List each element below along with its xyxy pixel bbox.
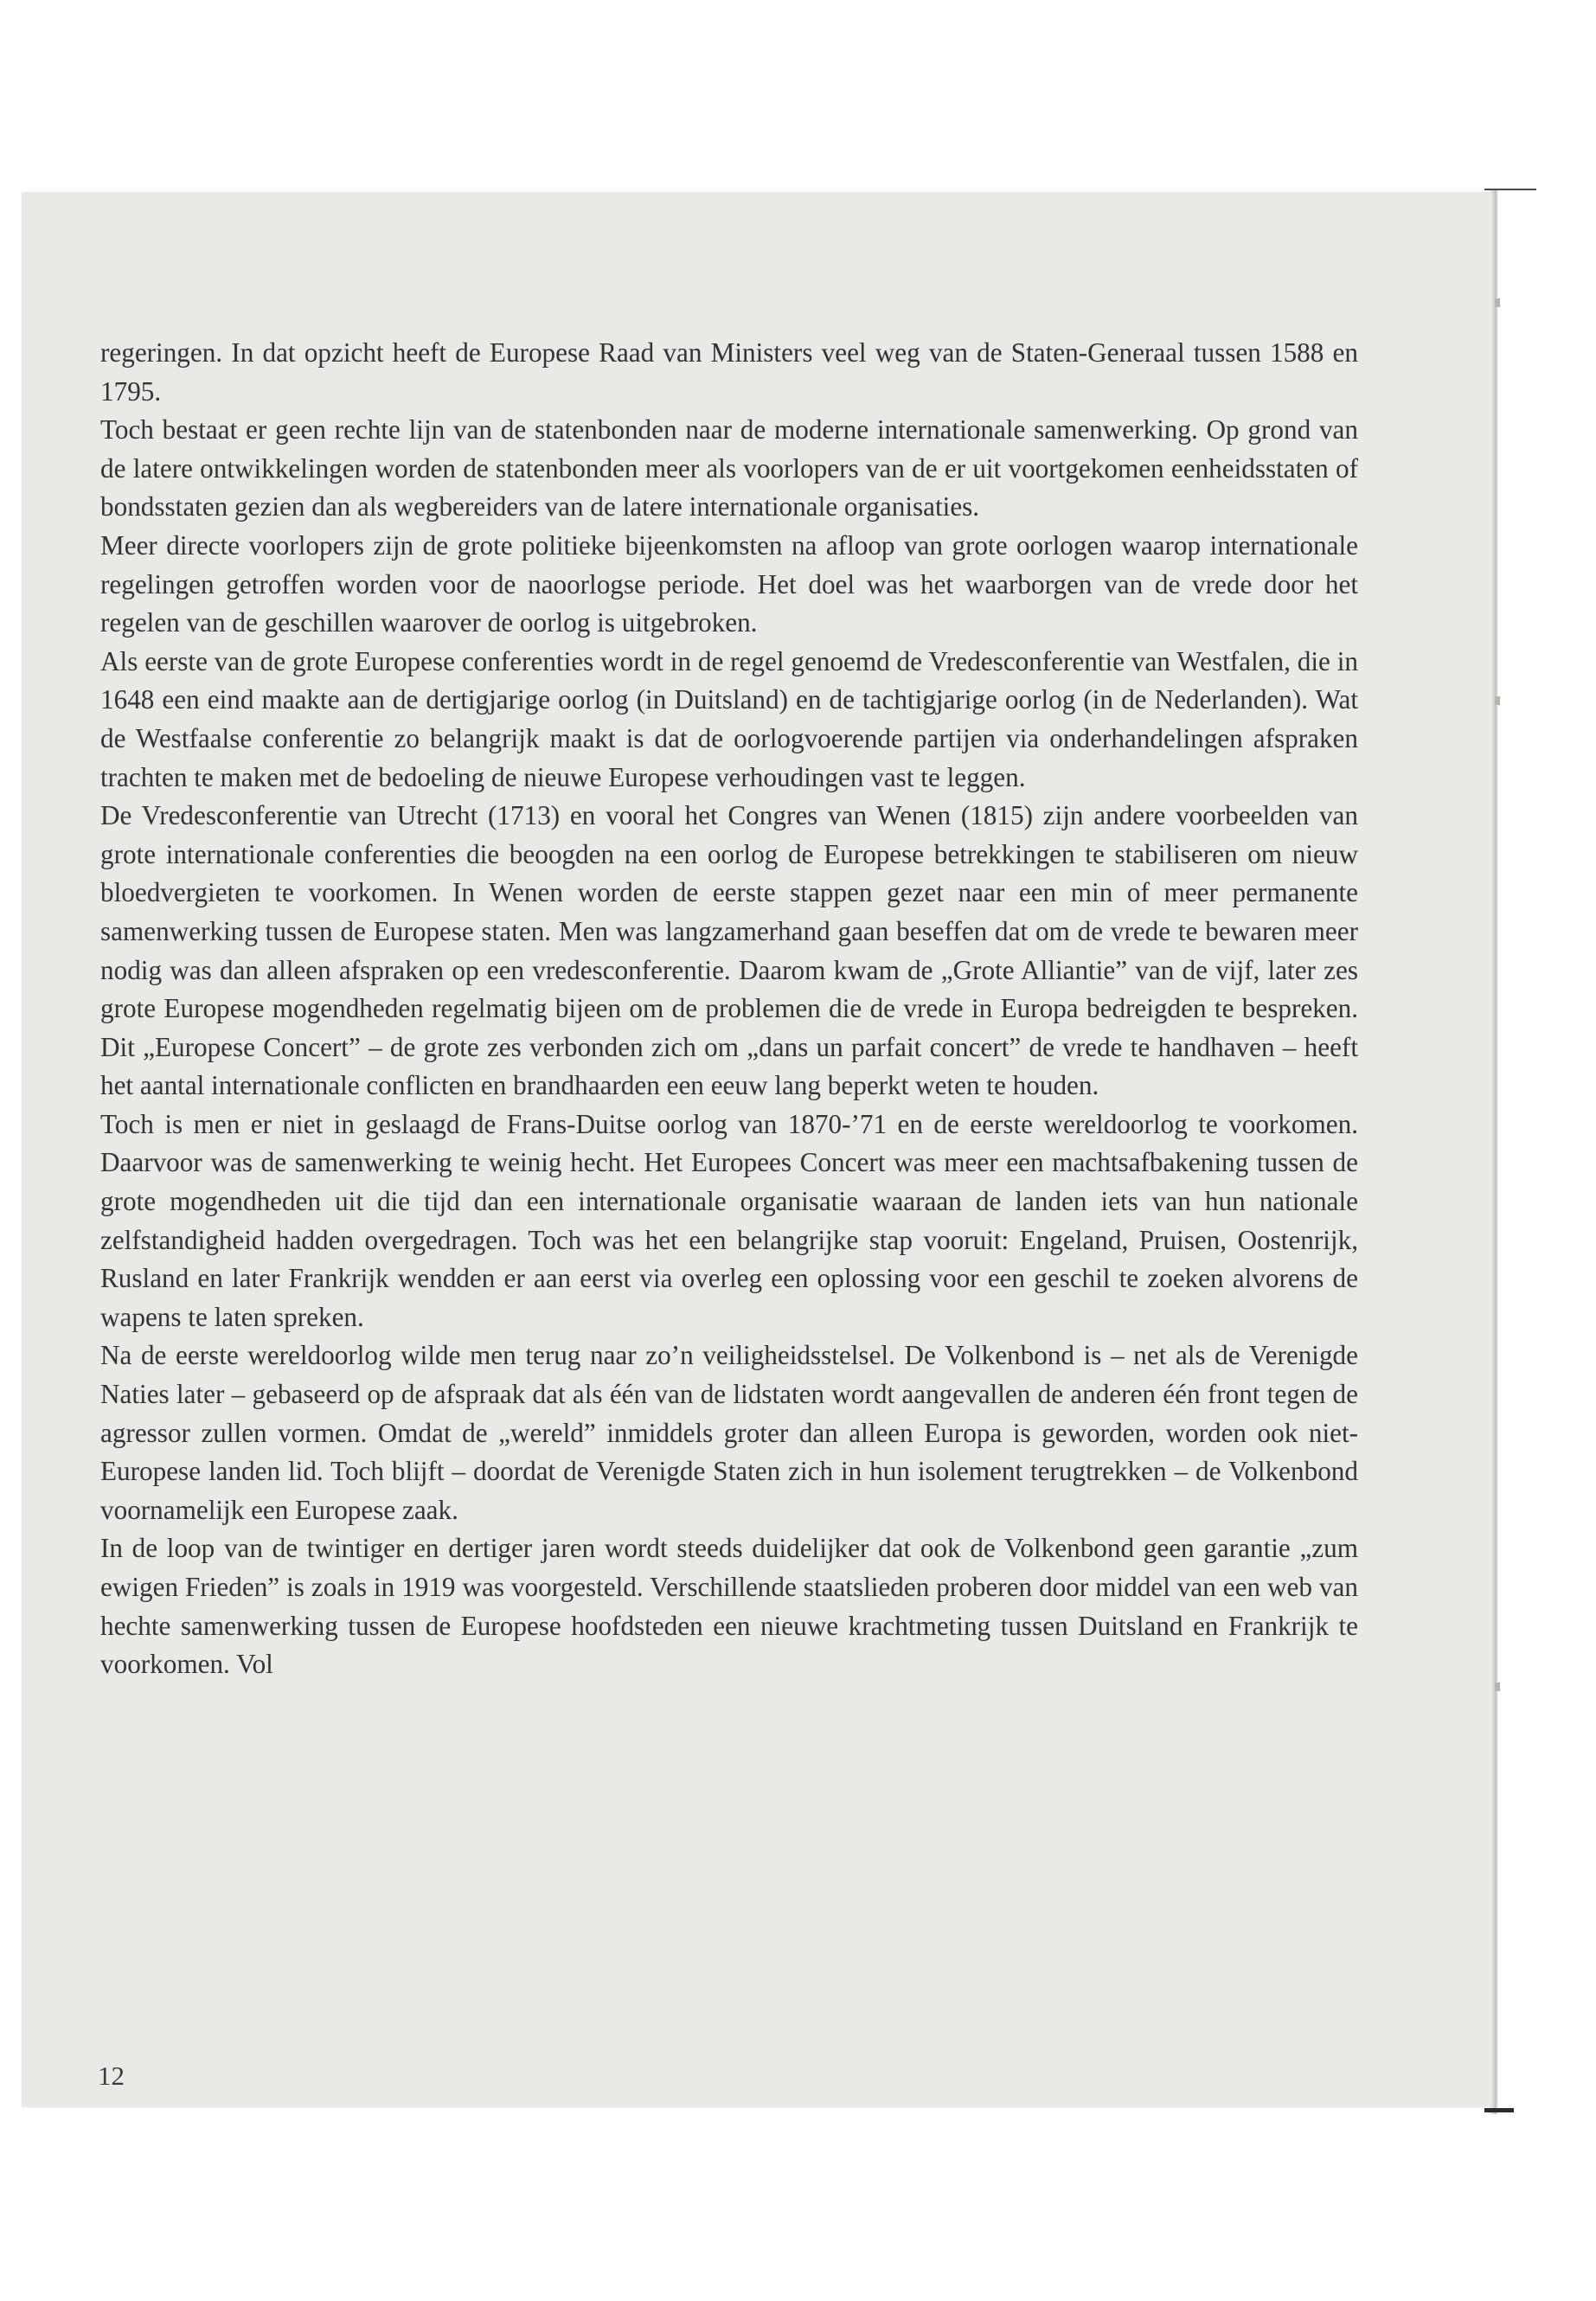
paragraph: Toch is men er niet in geslaagd de Frans-Duitse oorlog van 1870-’71 en de eerste wereldoorlog te voorkomen. Daarvoor was de samenwerking te weinig hecht. Het Europees Concert was meer een machtsafbakening tussen de grote mogendheden uit die tijd dan een internationale organisatie waaraan de landen iets van hun nationale zelfstandigheid hadden overgedragen. Toch was het een belangrijke stap vooruit: Engeland, Pruisen, Oostenrijk, Rusland en later Frankrijk wendden er aan eerst via overleg een oplossing voor een geschil te zoeken alvorens de wapens te laten spreken. — [100, 1108, 1358, 1332]
paragraph: Na de eerste wereldoorlog wilde men terug naar zo’n veiligheidsstelsel. De Volkenbond is – net als de Verenigde Naties later – gebaseerd op de afspraak dat als één van de lidstaten wordt aangevallen de anderen één front tegen de agressor zullen vormen. Omdat de „wereld” inmiddels groter dan alleen Europa is geworden, worden ook niet-Europese landen lid. Toch blijft – doordat de Verenigde Staten zich in hun isolement terugtrekken – de Volkenbond voornamelijk een Europese zaak. — [100, 1340, 1358, 1525]
page-number: 12 — [98, 2061, 125, 2091]
paragraph: De Vredesconferentie van Utrecht (1713) en vooral het Congres van Wenen (1815) zijn andere voorbeelden van grote internationale conferenties die beoogden na een oorlog de Europese betrekkingen te stabiliseren om nieuw bloedvergieten te voorkomen. In Wenen worden de eerste stappen gezet naar een min of meer permanente samenwerking tussen de Europese staten. Men was langzamerhand gaan beseffen dat om de vrede te bewaren meer nodig was dan alleen afspraken op een vredesconferentie. Daarom kwam de „Grote Alliantie” van de vijf, later zes grote Europese mogendheden regelmatig bijeen om de problemen die de vrede in Europa bedreigden te bespreken. Dit „Europese Concert” – de grote zes verbonden zich om „dans un parfait concert” de vrede te handhaven – heeft het aantal internationale conflicten en brandhaarden een eeuw lang beperkt weten te houden. — [100, 800, 1358, 1101]
paragraph: In de loop van de twintiger en dertiger jaren wordt steeds duidelijker dat ook de Volkenbond geen garantie „zum ewigen Frieden” is zoals in 1919 was voorgesteld. Verschillende staatslieden proberen door middel van een web van hechte samenwerking tussen de Europese hoofdsteden een nieuwe krachtmeting tussen Duitsland en Frankrijk te voorkomen. Vol — [100, 1533, 1358, 1680]
paragraph: regeringen. In dat opzicht heeft de Europese Raad van Ministers veel weg van de Staten-Generaal tussen 1588 en 1795. — [100, 337, 1358, 407]
paragraph: Toch bestaat er geen rechte lijn van de statenbonden naar de moderne internationale samenwerking. Op grond van de latere ontwikkelingen worden de statenbonden meer als voorlopers van de er uit voortgekomen eenheidsstaten of bondsstaten gezien dan als wegbereiders van de latere internationale organisaties. — [100, 414, 1358, 522]
page-edge-notch — [1495, 1682, 1500, 1691]
paragraph: Als eerste van de grote Europese conferenties wordt in de regel genoemd de Vredesconferentie van Westfalen, die in 1648 een eind maakte aan de dertigjarige oorlog (in Duitsland) en de tachtigjarige oorlog (in de Nederlanden). Wat de Westfaalse conferentie zo belangrijk maakt is dat de oorlogvoerende partijen via onderhandelingen afspraken trachten te maken met de bedoeling de nieuwe Europese verhoudingen vast te leggen. — [100, 645, 1358, 792]
page-edge-notch — [1495, 696, 1500, 705]
page-edge-notch — [1495, 298, 1500, 307]
book-page-edge — [1490, 189, 1498, 2114]
page-edge-top-mark — [1484, 189, 1536, 190]
body-text — [100, 334, 1358, 1684]
paragraph: Meer directe voorlopers zijn de grote politieke bijeenkomsten na afloop van grote oorlogen waarop internationale regelingen getroffen worden voor de naoorlogse periode. Het doel was het waarborgen van de vrede door het regelen van de geschillen waarover de oorlog is uitgebroken. — [100, 529, 1358, 638]
page-edge-bottom-mark — [1484, 2108, 1514, 2112]
